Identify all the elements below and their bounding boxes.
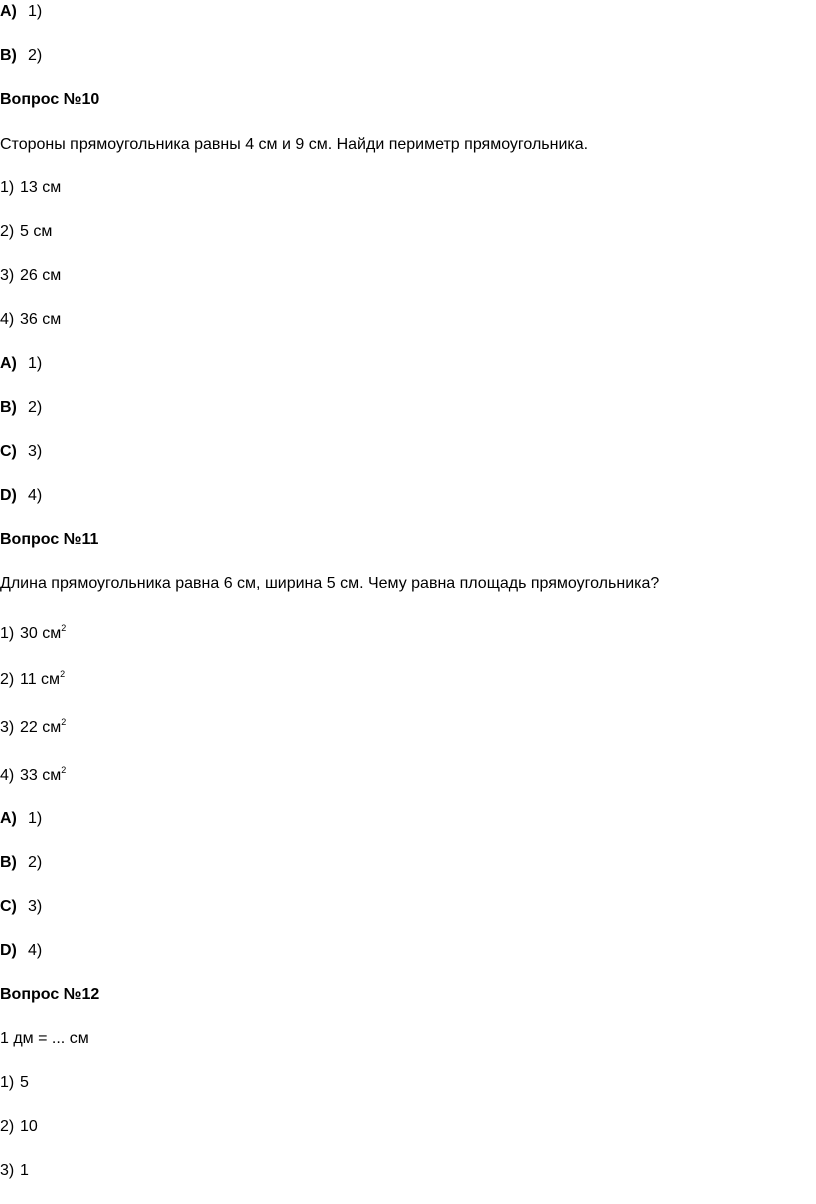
option-row [0, 266, 61, 286]
option-superscript: 2 [61, 765, 67, 775]
option-row [0, 1161, 29, 1181]
answer-value: 1) [28, 810, 43, 827]
answer-value: 4) [28, 942, 43, 959]
option-row [0, 310, 61, 330]
answer-letter: A) [0, 355, 17, 372]
answer-letter: B) [0, 854, 17, 871]
answer-letter: D) [0, 942, 17, 959]
answer-letter: B) [0, 47, 17, 64]
option-row [0, 664, 66, 688]
option-number: 2) [0, 223, 15, 240]
answer-row [0, 486, 42, 506]
answer-value: 2) [28, 399, 43, 416]
option-number: 3) [0, 267, 15, 284]
answer-value: 2) [28, 47, 43, 64]
answer-row [0, 809, 42, 829]
answer-value: 3) [28, 443, 43, 460]
option-row [0, 618, 67, 642]
answer-row [0, 941, 42, 961]
answer-value: 4) [28, 487, 43, 504]
option-text: 26 см [20, 267, 62, 284]
option-number: 1) [0, 179, 15, 196]
option-text: 5 см [20, 223, 53, 240]
answer-letter: B) [0, 399, 17, 416]
option-superscript: 2 [61, 717, 67, 727]
answer-letter: A) [0, 810, 17, 827]
option-row [0, 712, 67, 736]
option-number: 1) [0, 625, 15, 642]
option-row [0, 1117, 38, 1137]
option-number: 4) [0, 311, 15, 328]
option-number: 2) [0, 671, 15, 688]
answer-value: 3) [28, 898, 43, 915]
answer-row [0, 897, 42, 917]
answer-value: 1) [28, 3, 43, 20]
option-row [0, 1073, 29, 1093]
answer-value: 1) [28, 355, 43, 372]
answer-row [0, 354, 42, 374]
option-row [0, 178, 61, 198]
option-text: 11 см [20, 671, 61, 688]
option-row [0, 222, 52, 242]
question-text: Стороны прямоугольника равны 4 см и 9 см. Найди периметр прямоугольника. [0, 136, 589, 153]
answer-letter: D) [0, 487, 17, 504]
option-text: 5 [20, 1074, 29, 1091]
option-text: 33 см [20, 767, 62, 784]
option-text: 30 см [20, 625, 62, 642]
question-heading: Вопрос №12 [0, 986, 100, 1003]
option-superscript: 2 [60, 669, 66, 679]
option-text: 22 см [20, 719, 62, 736]
answer-row [0, 853, 42, 873]
option-row [0, 760, 67, 784]
answer-row [0, 398, 42, 418]
option-text: 10 [20, 1118, 38, 1135]
question-heading: Вопрос №11 [0, 531, 99, 548]
answer-letter: A) [0, 3, 17, 20]
option-text: 13 см [20, 179, 62, 196]
answer-row [0, 2, 42, 22]
option-number: 2) [0, 1118, 15, 1135]
question-text: 1 дм = ... см [0, 1030, 89, 1047]
answer-letter: C) [0, 443, 17, 460]
question-heading: Вопрос №10 [0, 91, 100, 108]
option-text: 1 [20, 1162, 29, 1179]
answer-row [0, 46, 42, 66]
option-number: 4) [0, 767, 15, 784]
option-number: 3) [0, 719, 15, 736]
option-number: 1) [0, 1074, 15, 1091]
option-text: 36 см [20, 311, 62, 328]
option-number: 3) [0, 1162, 15, 1179]
answer-letter: C) [0, 898, 17, 915]
question-text: Длина прямоугольника равна 6 см, ширина 5 см. Чему равна площадь прямоугольника? [0, 575, 660, 592]
answer-value: 2) [28, 854, 43, 871]
answer-row [0, 442, 42, 462]
option-superscript: 2 [61, 623, 67, 633]
